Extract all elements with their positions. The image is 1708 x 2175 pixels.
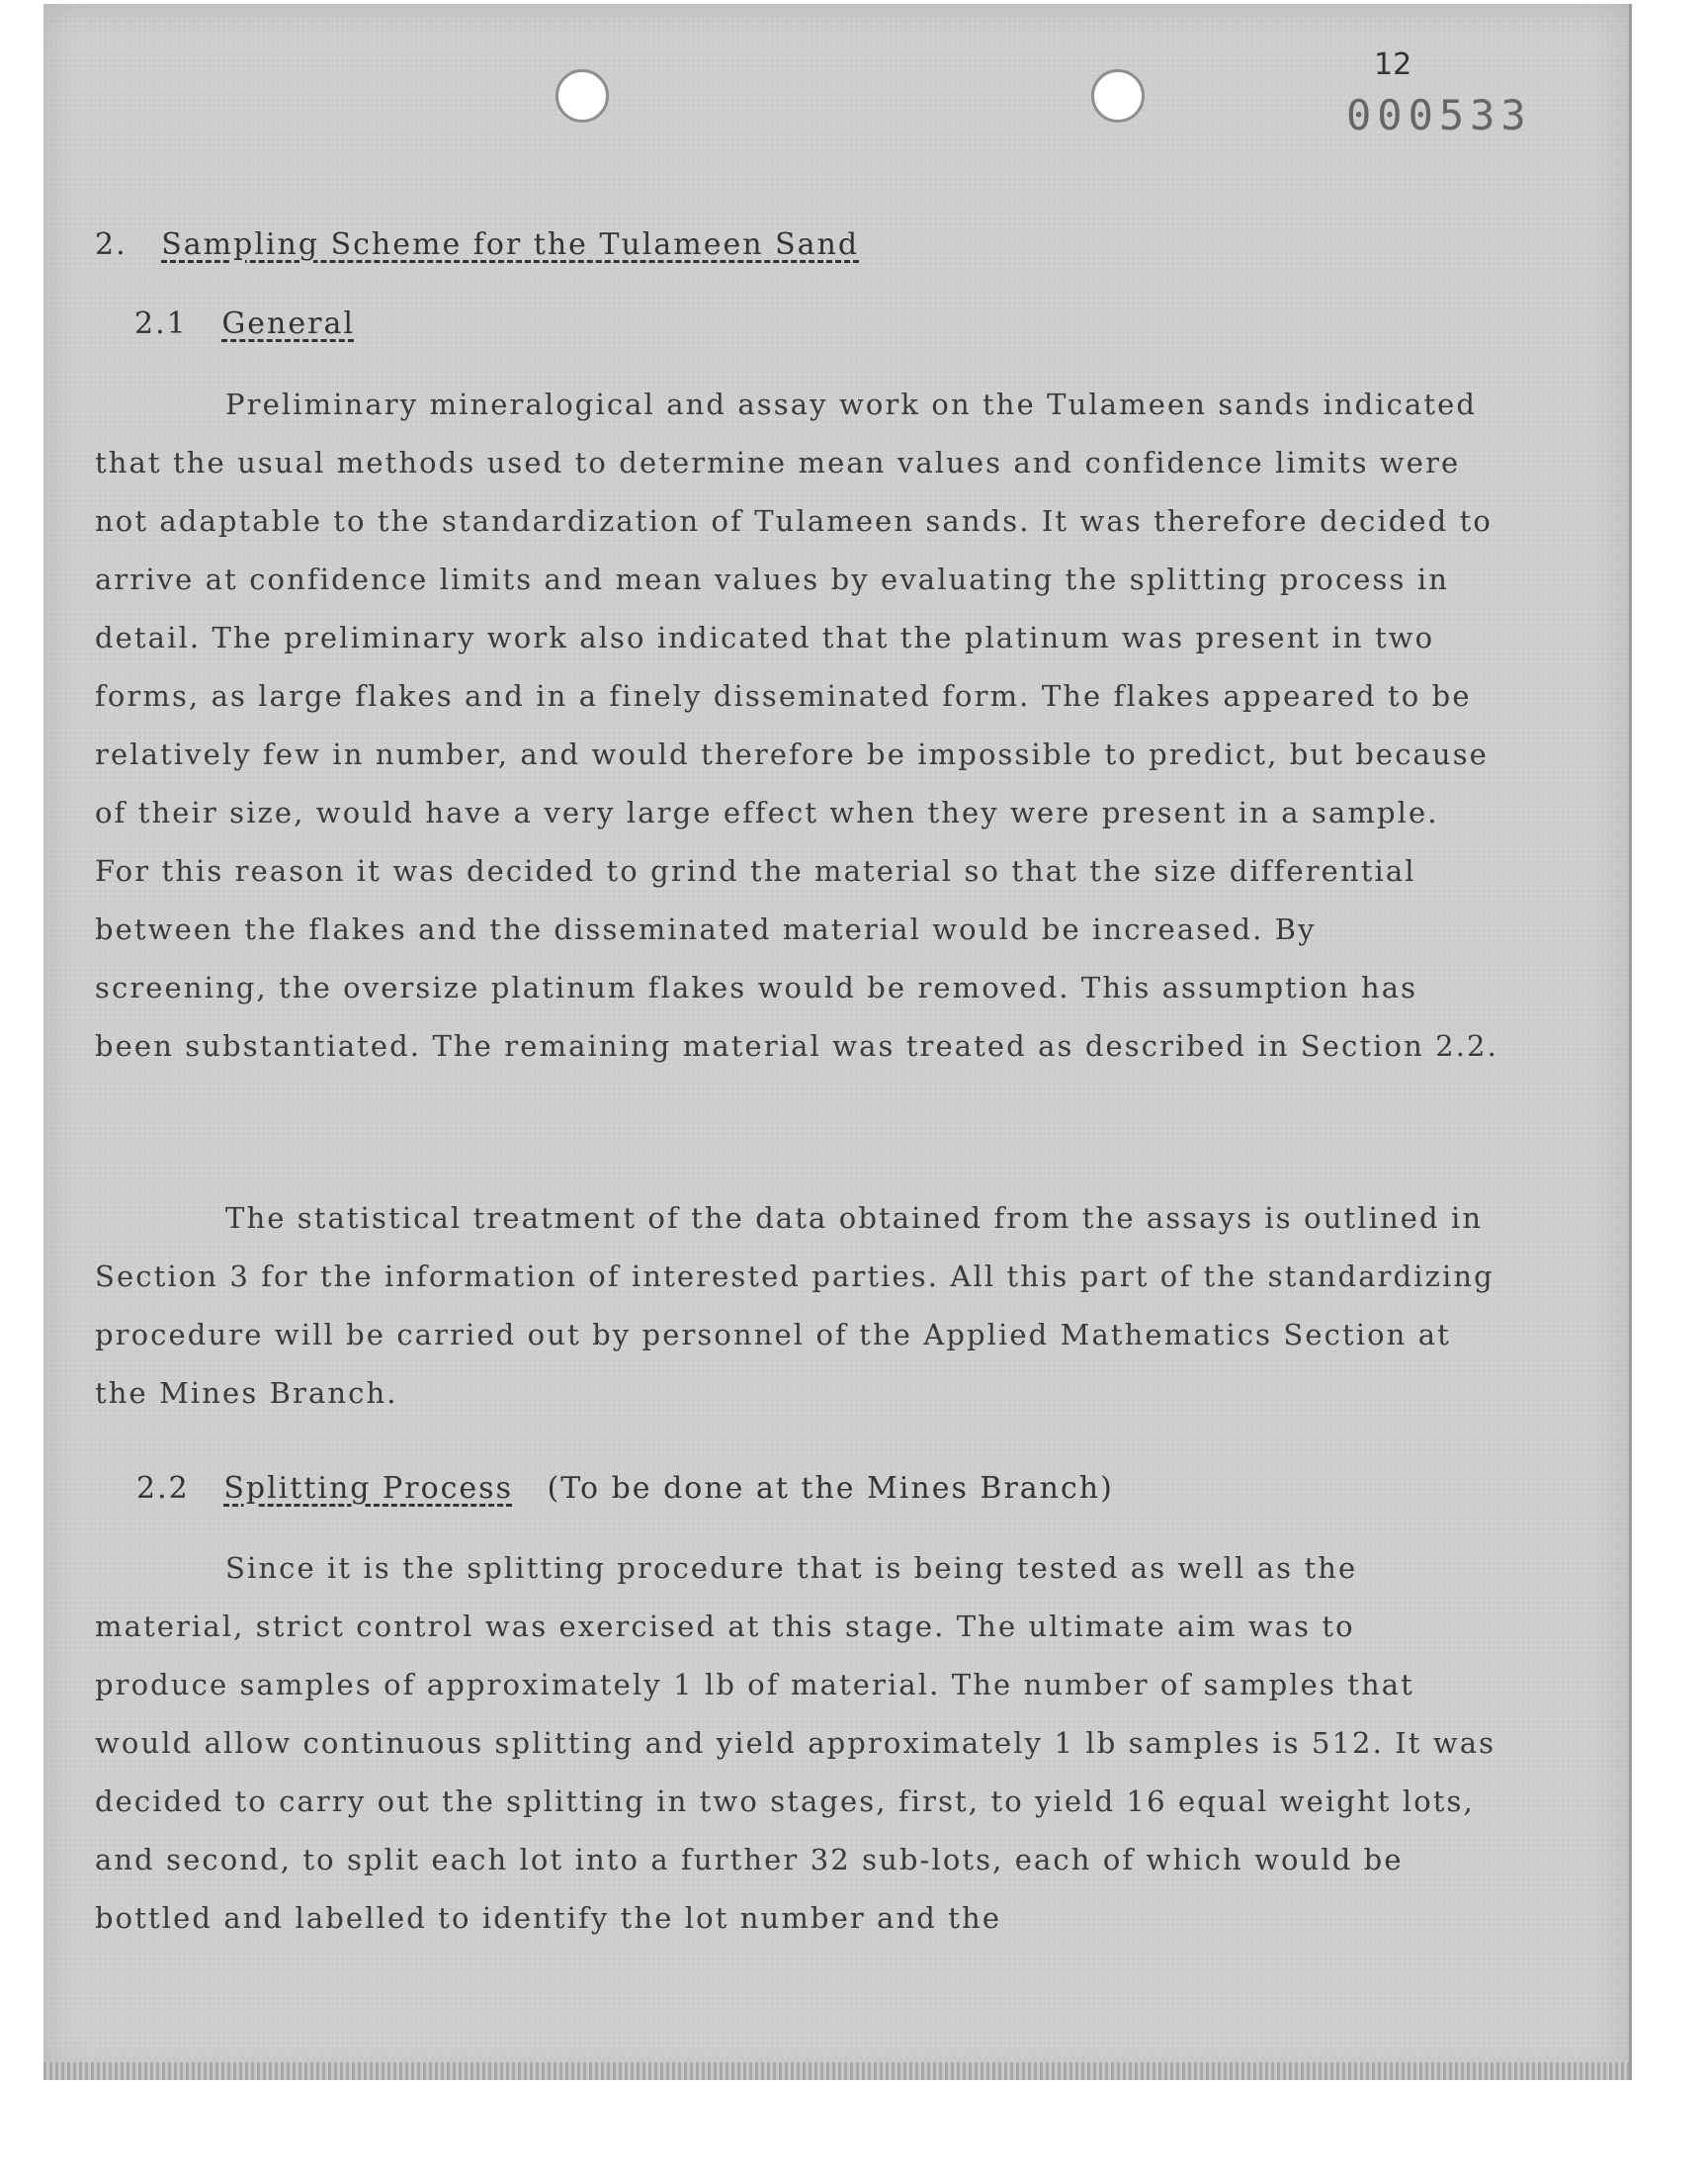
document-stamp-number: 000533 — [1346, 91, 1532, 139]
section-2-2-title: Splitting Process — [223, 1471, 513, 1506]
splitting-paragraph-1: Since it is the splitting procedure that is being tested as well as the material, strict control was exercised at this stage. The ultimate aim was to produce samples of approximately 1 lb of material. The number of samples that would allow continuous splitting and yield approximately 1 lb samples is 512. It was decided to carry out the splitting in two stages, first, to yield 16 equal weight lots, and second, to split each lot into a further 32 sub-lots, each of which would be bottled and labelled to identify the lot number and the — [95, 1551, 1496, 1935]
section-2-number: 2. — [95, 227, 128, 262]
section-2-2-number: 2.2 — [136, 1471, 190, 1506]
punch-hole-right — [1091, 69, 1145, 123]
general-paragraph-2: The statistical treatment of the data obtained from the assays is outlined in Section 3 for the information of interested parties. All this part of the standardizing procedure will be carried out by personnel of the Applied Mathematics Section at the Mines Branch. — [95, 1201, 1494, 1410]
section-2-2-heading — [136, 1471, 1114, 1506]
section-2-1-title: General — [221, 306, 355, 341]
punch-hole-left — [555, 69, 609, 123]
section-2-1-heading — [134, 306, 355, 341]
page-bottom-edge — [43, 2062, 1629, 2080]
section-2-heading — [95, 227, 859, 262]
page-number: 12 — [1374, 47, 1412, 82]
section-2-2-note: (To be done at the Mines Branch) — [547, 1471, 1114, 1506]
section-2-1-number: 2.1 — [134, 306, 188, 341]
section-2-title: Sampling Scheme for the Tulameen Sand — [161, 227, 860, 262]
general-paragraph-1: Preliminary mineralogical and assay work on the Tulameen sands indicated that the usual methods used to determine mean values and confidence limits were not adaptable to the standardization of Tulameen sands. It was therefore decided to arrive at confidence limits and mean values by evaluating the splitting process in detail. The preliminary work also indicated that the platinum was present in two forms, as large flakes and in a finely disseminated form. The flakes appeared to be relatively few in number, and would therefore be impossible to predict, but because of their size, would have a very large effect when they were present in a sample. For this reason it was decided to grind the material so that the size differential between the flakes and the disseminated material would be increased. By screening, the oversize platinum flakes would be removed. This assumption has been substantiated. The remaining material was treated as described in Section 2.2. — [95, 388, 1498, 1063]
